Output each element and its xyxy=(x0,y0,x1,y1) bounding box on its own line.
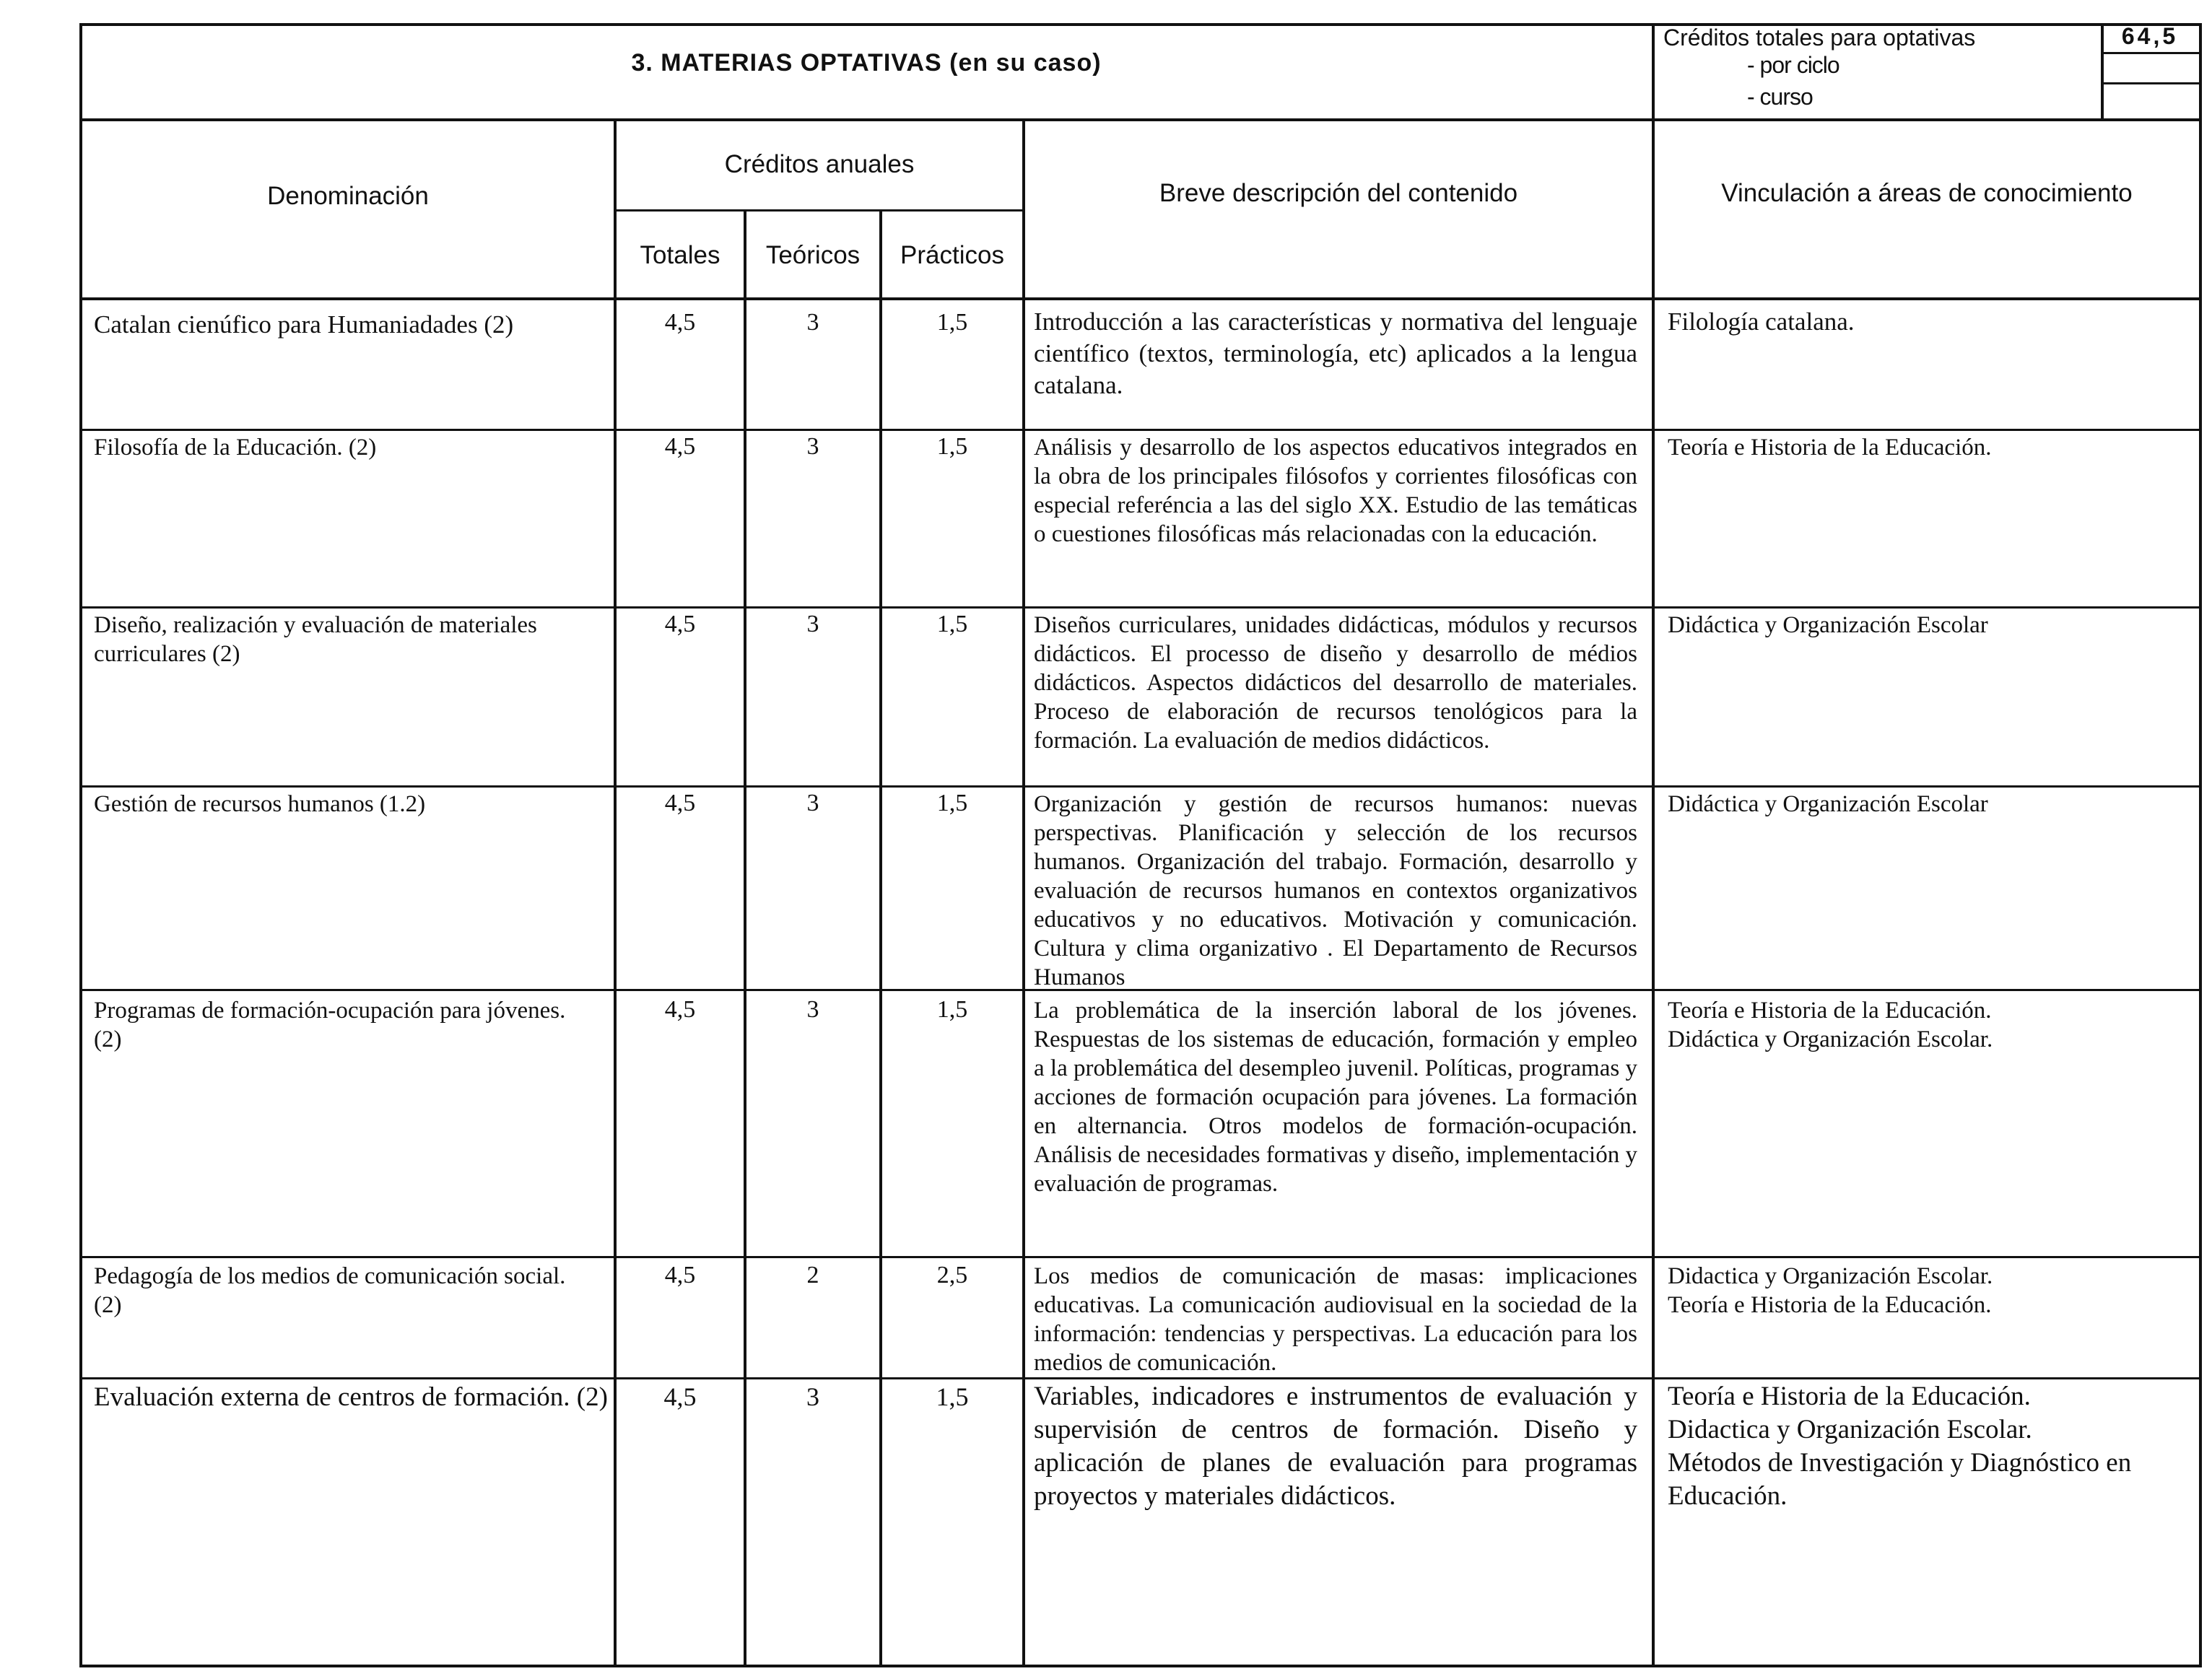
row-1-descripcion: Introducción a las características y normativa del lenguaje científico (textos, terminología, etc) aplicados a la lengua catalana. xyxy=(1034,308,1637,399)
row-3-practicos: 1,5 xyxy=(936,611,968,637)
row-2-denominacion: Filosofía de la Educación. (2) xyxy=(94,435,377,461)
row-3-descripcion: Diseños curriculares, unidades didácticas, módulos y recursos didácticos. El processo de diseño y desarrollo de médios didácticos. Aspectos didácticos del desarrollo de materiales. Proceso de elaboración de recursos tenológicos para la formación. La evaluación de medios didácticos. xyxy=(1034,612,1637,754)
credits-total-label: Créditos totales para optativas xyxy=(1663,25,1976,51)
rule-right xyxy=(2199,118,2202,1667)
rule-col-practicos xyxy=(879,209,882,1667)
row-6-descripcion: Los medios de comunicación de masas: implicaciones educativas. La comunicación audiovisual en la sociedad de la información: tendencias y perspectivas. La educación para los medios de comunicación. xyxy=(1034,1263,1637,1376)
rule-credits-value-1 xyxy=(2101,52,2200,54)
row-5-denominacion: Programas de formación-ocupación para jóvenes. (2) xyxy=(94,998,566,1052)
row-4-practicos: 1,5 xyxy=(936,790,968,816)
row-4-vinculacion: Didáctica y Organización Escolar xyxy=(1668,791,1988,817)
rule-row-2 xyxy=(79,606,2200,609)
row-5-totales: 4,5 xyxy=(664,996,696,1023)
rule-col-teoricos xyxy=(744,209,746,1667)
row-3-denominacion: Diseño, realización y evaluación de materiales curriculares (2) xyxy=(94,612,537,667)
rule-row-6 xyxy=(79,1377,2200,1379)
row-2-practicos: 1,5 xyxy=(936,433,968,460)
rule-col-vinculacion-lower xyxy=(1652,982,1655,1667)
rule-right-top xyxy=(2199,23,2202,120)
row-1-teoricos: 3 xyxy=(806,309,819,336)
row-3-vinculacion: Didáctica y Organización Escolar xyxy=(1668,612,1988,638)
row-5-vinculacion: Teoría e Historia de la Educación. Didáctica y Organización Escolar. xyxy=(1668,998,1993,1052)
row-7-teoricos: 3 xyxy=(806,1382,819,1411)
row-6-vinculacion: Didactica y Organización Escolar. Teoría e Historia de la Educación. xyxy=(1668,1263,1993,1318)
rule-row-5 xyxy=(79,1256,2200,1258)
row-5-teoricos: 3 xyxy=(806,996,819,1023)
rule-bottom xyxy=(79,1665,2200,1667)
row-4-teoricos: 3 xyxy=(806,790,819,816)
rule-credits-value-box xyxy=(2101,23,2104,118)
credits-per-cycle-label: - por ciclo xyxy=(1747,52,1839,78)
row-4-totales: 4,5 xyxy=(664,790,696,816)
row-6-practicos: 2,5 xyxy=(936,1262,968,1288)
header-denominacion: Denominación xyxy=(267,182,429,210)
header-practicos: Prácticos xyxy=(900,241,1004,269)
section-title: 3. MATERIAS OPTATIVAS (en su caso) xyxy=(631,49,1102,77)
rule-header-mid xyxy=(614,209,1022,211)
row-6-totales: 4,5 xyxy=(664,1262,696,1288)
row-5-descripcion: La problemática de la inserción laboral de los jóvenes. Respuestas de los sistemas de educación, formación y empleo a la problemática del desempleo juvenil. Políticas, programas y acciones de formación ocupación para jóvenes. La formación en alternancia. Otros modelos de formación-ocupación. Análisis de necesidades formativas y diseño, implementación y evaluación de programas. xyxy=(1034,998,1637,1197)
row-6-denominacion: Pedagogía de los medios de comunicación social. (2) xyxy=(94,1263,566,1318)
row-4-denominacion: Gestión de recursos humanos (1.2) xyxy=(94,791,426,817)
row-1-denominacion: Catalan cienúfico para Humaniadades (2) xyxy=(94,310,514,339)
header-descripcion: Breve descripción del contenido xyxy=(1159,179,1518,207)
rule-credits-value-2 xyxy=(2101,82,2200,84)
credits-per-course-label: - curso xyxy=(1747,84,1813,110)
rule-col-descripcion xyxy=(1022,118,1025,1667)
rule-row-3 xyxy=(79,785,2200,788)
header-teoricos: Teóricos xyxy=(765,241,861,269)
row-2-vinculacion: Teoría e Historia de la Educación. xyxy=(1668,435,1992,461)
row-7-descripcion: Variables, indicadores e instrumentos de evaluación y supervisión de centros de formación. Diseño y aplicación de planes de evaluación para programas proyectos y materiales didácticos. xyxy=(1034,1382,1637,1511)
row-4-descripcion: Organización y gestión de recursos humanos: nuevas perspectivas. Planificación y selección de los recursos humanos. Organización del trabajo. Formación, desarrollo y evaluación de recursos humanos en contextos organizativos educativos y no educativos. Motivación y comunicación. Cultura y clima organizativo . El Departamento de Recursos Humanos xyxy=(1034,791,1637,990)
header-creditos-anuales: Créditos anuales xyxy=(724,150,915,178)
row-1-totales: 4,5 xyxy=(664,309,696,336)
rule-col-vinculacion xyxy=(1652,23,1655,982)
row-1-vinculacion: Filología catalana. xyxy=(1668,308,1855,336)
row-7-totales: 4,5 xyxy=(663,1382,697,1411)
row-7-vinculacion: Teoría e Historia de la Educación. Didactica y Organización Escolar. Métodos de Investigación y Diagnóstico en Educación. xyxy=(1668,1382,2132,1511)
rule-left xyxy=(79,118,82,1667)
row-1-practicos: 1,5 xyxy=(936,309,968,336)
row-3-teoricos: 3 xyxy=(806,611,819,637)
header-totales: Totales xyxy=(640,241,720,269)
row-2-totales: 4,5 xyxy=(664,433,696,460)
header-vinculacion: Vinculación a áreas de conocimiento xyxy=(1721,179,2133,207)
rule-header-bottom xyxy=(79,297,2200,300)
rule-col-totales xyxy=(614,118,617,1667)
row-7-denominacion: Evaluación externa de centros de formación. (2) xyxy=(94,1382,608,1412)
row-5-practicos: 1,5 xyxy=(936,996,968,1023)
rule-header-top xyxy=(79,118,2200,121)
rule-row-1 xyxy=(79,429,2200,431)
credits-total-value: 64,5 xyxy=(2121,23,2179,49)
row-3-totales: 4,5 xyxy=(664,611,696,637)
row-6-teoricos: 2 xyxy=(806,1262,819,1288)
row-2-descripcion: Análisis y desarrollo de los aspectos educativos integrados en la obra de los principales filósofos y corrientes filosóficas con especial referéncia a las del siglo XX. Estudio de las temáticas o cuestiones filosóficas más relacionadas con la educación. xyxy=(1034,435,1637,547)
row-7-practicos: 1,5 xyxy=(936,1382,969,1411)
row-2-teoricos: 3 xyxy=(806,433,819,460)
